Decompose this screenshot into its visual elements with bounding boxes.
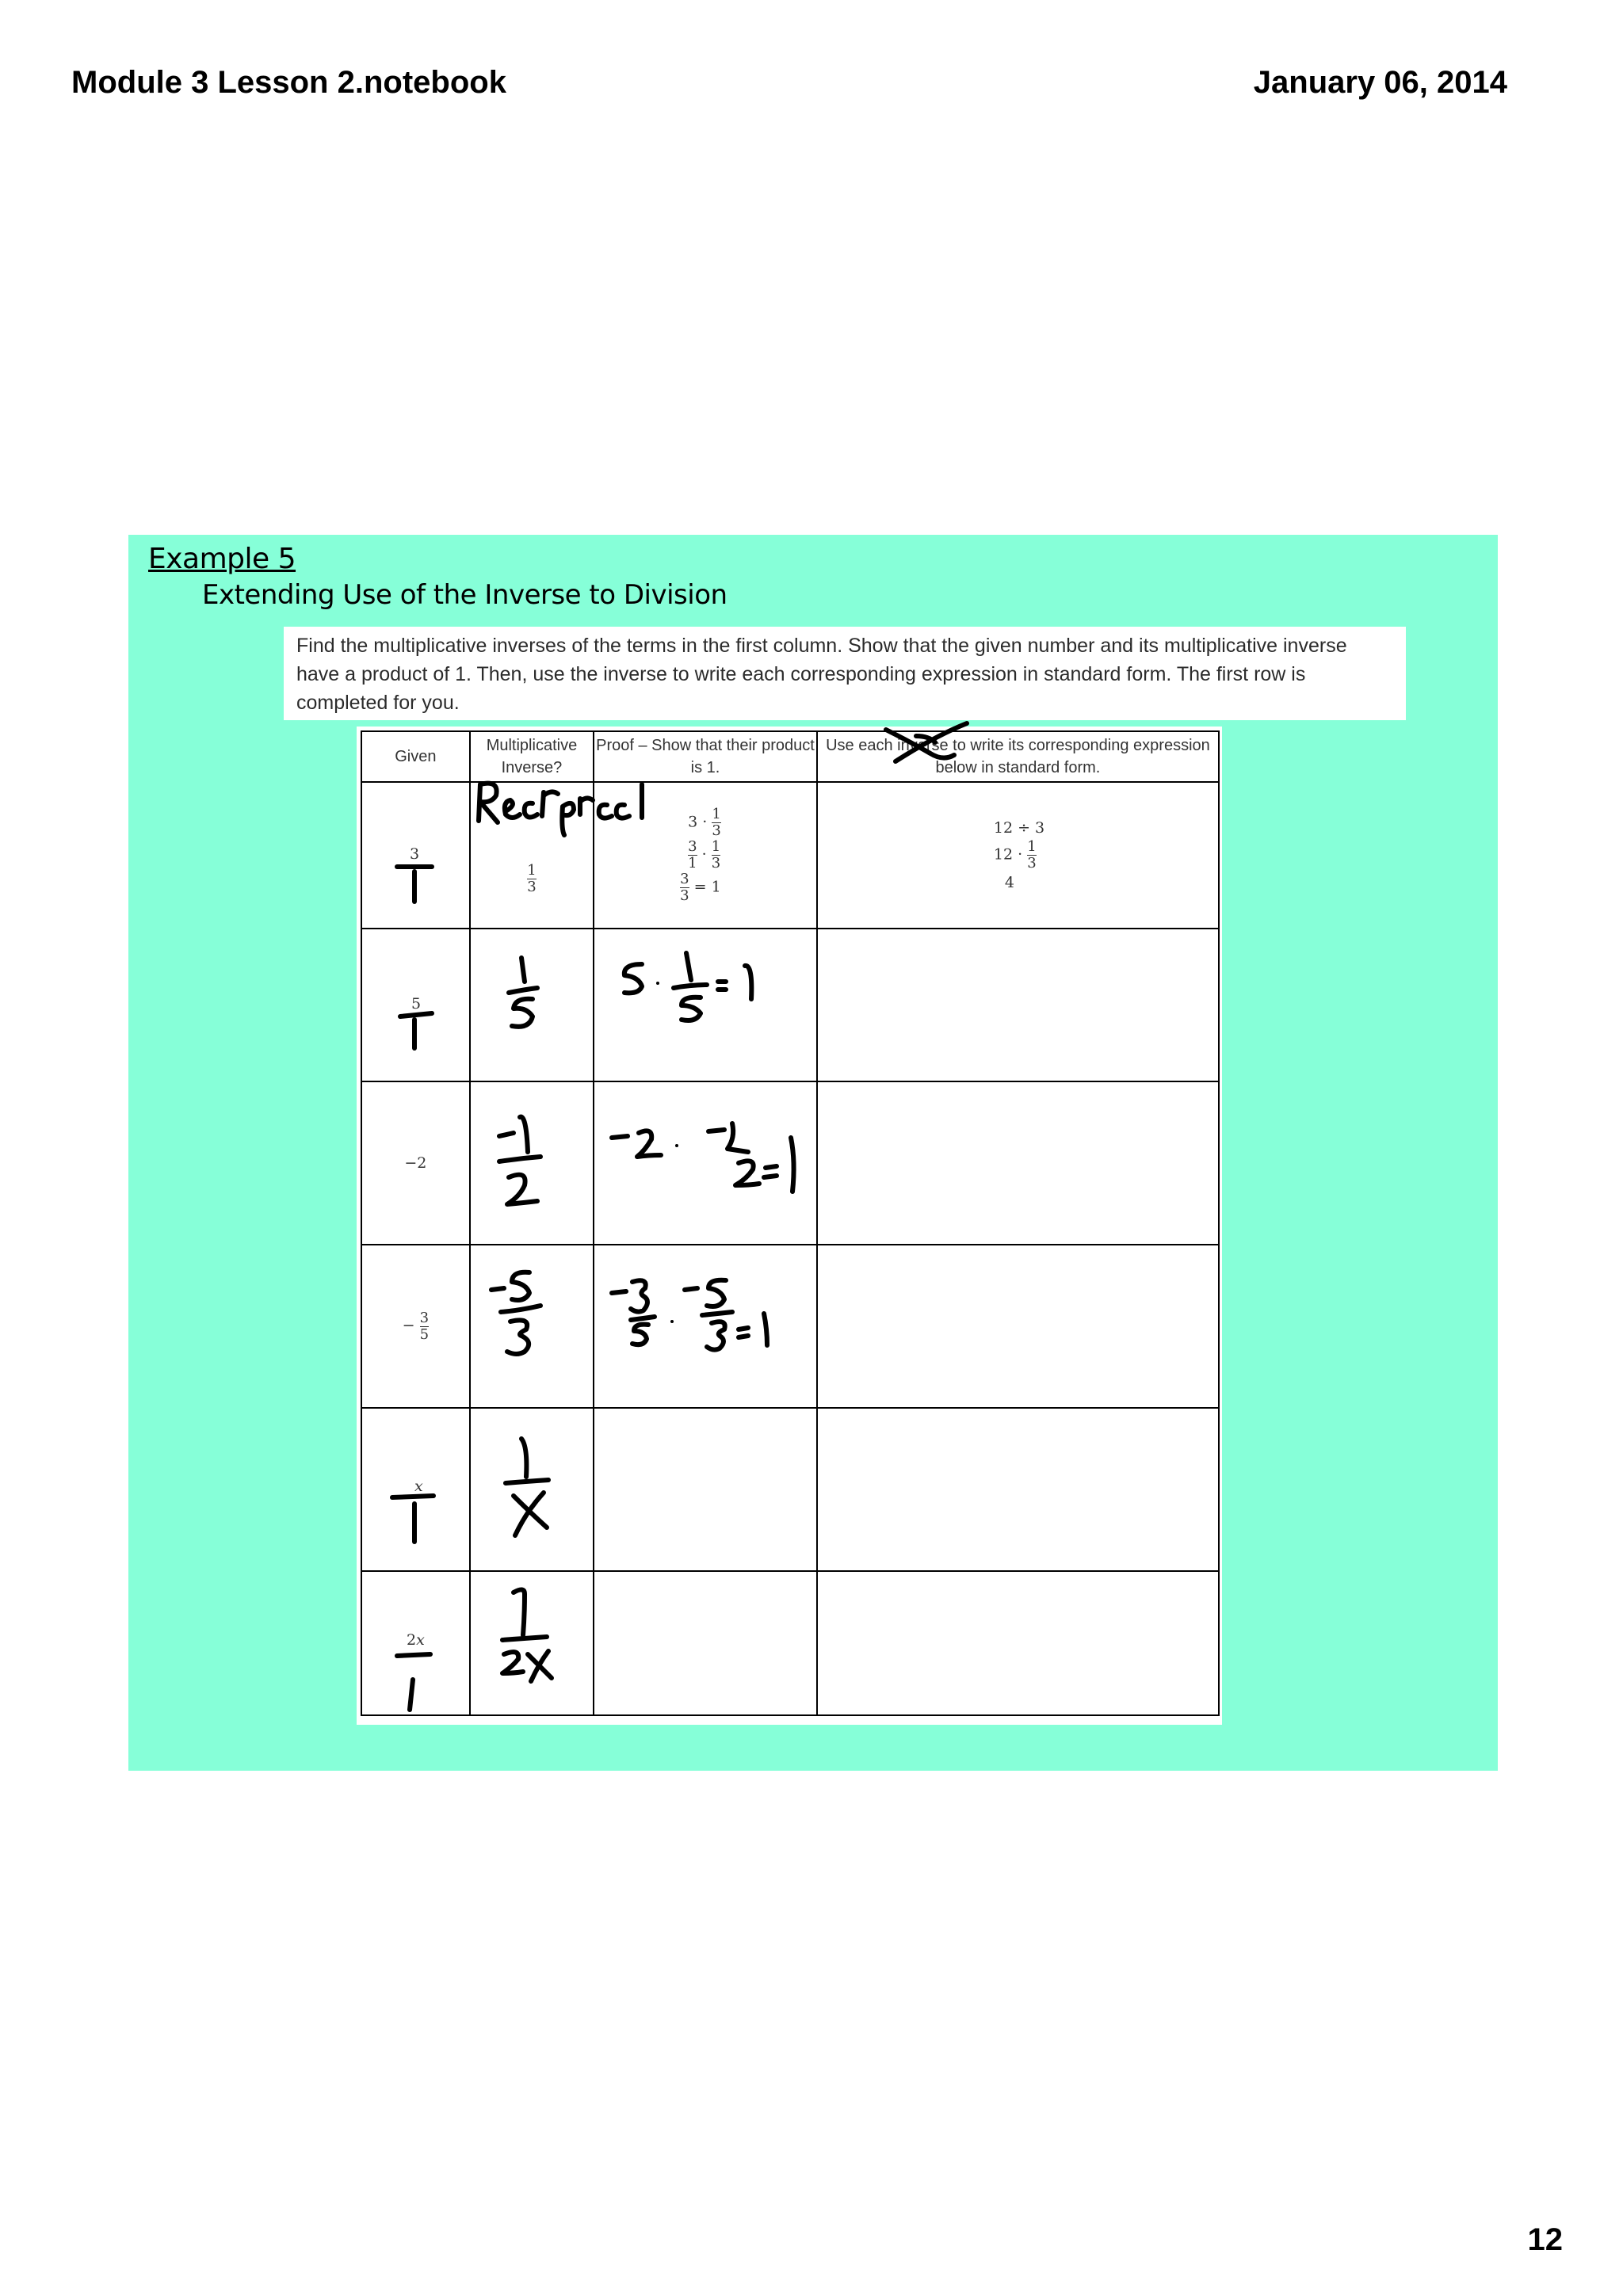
cell-proof-empty	[594, 1571, 817, 1715]
inverse-fraction: $\frac{1}{3}$	[527, 862, 537, 895]
given-value: − $\frac{3}{5}$	[402, 1309, 430, 1343]
cell-given	[361, 782, 470, 929]
table-header-row	[361, 731, 1219, 782]
cell-expression	[817, 782, 1219, 929]
handwritten-inverse	[498, 1583, 569, 1702]
header-proof: Proof – Show that their product is 1.	[594, 731, 817, 782]
cell-expression-empty	[817, 929, 1219, 1081]
inverse-table-card	[357, 727, 1222, 1725]
example-panel	[128, 535, 1498, 1771]
cell-inverse	[470, 1245, 594, 1408]
instructions-text: Find the multiplicative inverses of the terms in the first column. Show that the given number and its multiplicative inverse have a product of 1. Then, use the inverse to write each corresponding expression in standard form. The first row is completed for you.	[284, 627, 1406, 720]
cell-expression-empty	[817, 1081, 1219, 1245]
handwritten-inverse	[485, 1266, 564, 1377]
given-value: x	[414, 1478, 423, 1495]
handwritten-fraction-bar	[394, 862, 441, 910]
handwritten-fraction-bar	[397, 1012, 445, 1059]
cell-proof	[594, 929, 817, 1081]
cell-proof	[594, 1245, 817, 1408]
cell-inverse	[470, 1408, 594, 1571]
cell-inverse	[470, 782, 594, 929]
cell-given	[361, 1081, 470, 1245]
notebook-title: Module 3 Lesson 2.notebook	[71, 65, 506, 100]
handwritten-inverse	[493, 1106, 564, 1217]
header-inverse: Multiplicative Inverse?	[470, 731, 594, 782]
table-row	[361, 1571, 1219, 1715]
table-row	[361, 1408, 1219, 1571]
table-row	[361, 929, 1219, 1081]
given-value: 5	[411, 995, 422, 1013]
cell-expression-empty	[817, 1408, 1219, 1571]
cell-given	[361, 1245, 470, 1408]
cell-given	[361, 929, 470, 1081]
handwritten-proof	[609, 1266, 815, 1385]
cell-given	[361, 1571, 470, 1715]
page-number: 12	[1527, 2222, 1563, 2257]
table-row	[361, 782, 1219, 929]
notebook-date: January 06, 2014	[1253, 65, 1507, 100]
cell-expression-empty	[817, 1245, 1219, 1408]
handwritten-inverse	[502, 1432, 566, 1551]
example-title: Example 5	[148, 543, 296, 575]
table-row	[361, 1245, 1219, 1408]
given-value: 2x	[407, 1631, 425, 1649]
inverse-table	[361, 730, 1220, 1716]
cell-given	[361, 1408, 470, 1571]
handwritten-fraction-bar	[389, 1491, 445, 1554]
cell-inverse	[470, 929, 594, 1081]
given-value: −2	[404, 1154, 427, 1172]
handwritten-proof	[618, 948, 808, 1035]
cell-proof	[594, 1081, 817, 1245]
handwritten-inverse	[501, 953, 564, 1040]
given-value: 3	[410, 845, 420, 863]
expression-worked-example: 12 ÷ 3 12 · $\frac{1}{3}$ 4	[993, 819, 1045, 891]
cell-expression-empty	[817, 1571, 1219, 1715]
header-given: Given	[361, 731, 470, 782]
cell-inverse	[470, 1571, 594, 1715]
handwritten-proof	[609, 1114, 815, 1217]
cell-inverse	[470, 1081, 594, 1245]
cell-proof-empty	[594, 1408, 817, 1571]
cell-proof	[594, 782, 817, 929]
header-expression: Use each inverse to write its corresponding expression below in standard form.	[817, 731, 1219, 782]
example-subtitle: Extending Use of the Inverse to Division	[202, 579, 727, 611]
table-row	[361, 1081, 1219, 1245]
handwritten-fraction-bar	[394, 1651, 449, 1722]
proof-worked-example: 3 · $\frac{1}{3}$ $\frac{3}{1}$ · $\frac{1}{3}$ $\frac{3}{3}$ = 1	[680, 806, 721, 904]
